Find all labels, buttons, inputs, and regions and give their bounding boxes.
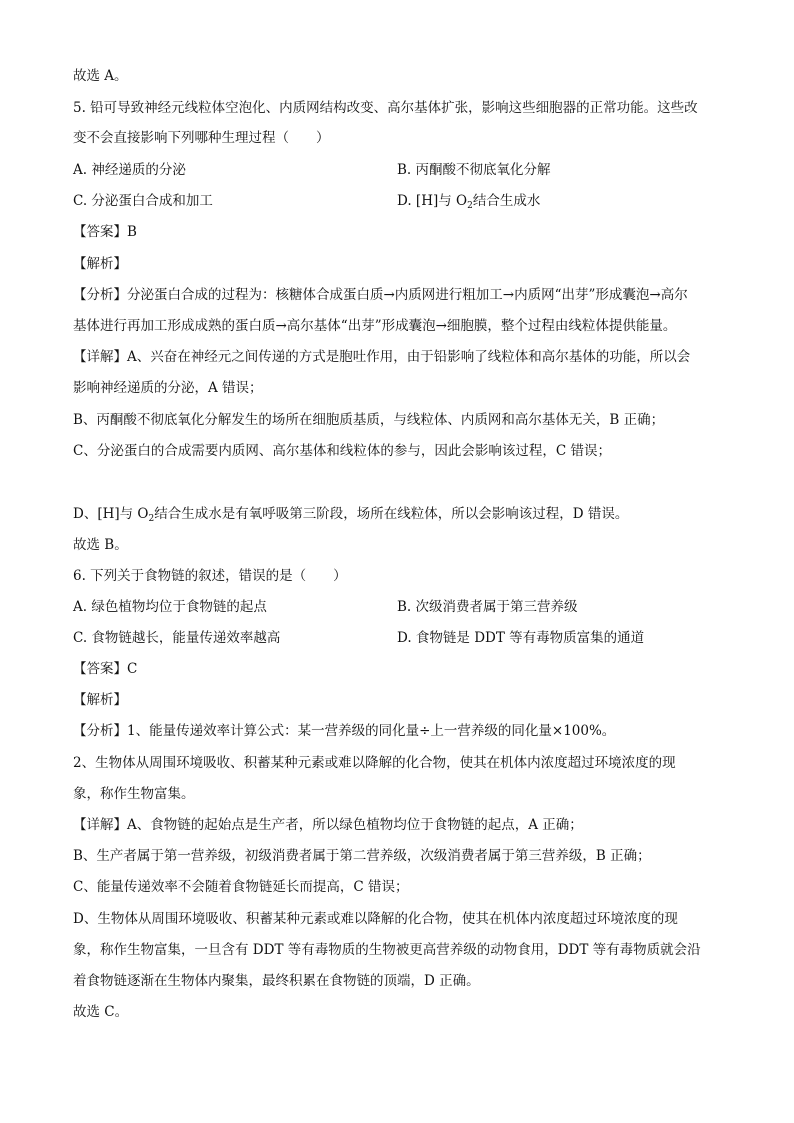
question-6-detail-d-line-1: D、生物体从周围环境吸收、积蓄某种元素或难以降解的化合物，使其在机体内浓度超过环境浓度的现 <box>73 911 678 927</box>
question-5-detail-d-text-end: 结合生成水是有氧呼吸第三阶段，场所在线粒体，所以会影响该过程，D 错误。 <box>154 506 629 522</box>
question-6-detail-d-line-3: 着食物链逐渐在生物体内聚集，最终积累在食物链的顶端，D 正确。 <box>73 973 480 989</box>
question-5-analysis-line-1: 【分析】分泌蛋白合成的过程为：核糖体合成蛋白质→内质网进行粗加工→内质网“出芽”形成囊泡→高尔 <box>73 287 688 303</box>
question-5-option-d-text: D. [H]与 O <box>397 193 468 209</box>
question-5-answer: 【答案】B <box>73 224 137 240</box>
question-5-conclusion: 故选 B。 <box>73 537 128 553</box>
question-5-option-a: A. 神经递质的分泌 <box>73 162 186 178</box>
question-5-analysis-heading: 【解析】 <box>73 256 127 272</box>
question-5-option-b: B. 丙酮酸不彻底氧化分解 <box>397 162 551 178</box>
question-5-detail-c: C、分泌蛋白的合成需要内质网、高尔基体和线粒体的参与，因此会影响该过程，C 错误； <box>73 443 611 459</box>
question-5-detail-line-1: 【详解】A、兴奋在神经元之间传递的方式是胞吐作用，由于铅影响了线粒体和高尔基体的功能，所以会 <box>73 349 691 365</box>
question-5-option-c: C. 分泌蛋白合成和加工 <box>73 193 213 209</box>
question-6-answer: 【答案】C <box>73 661 138 677</box>
oxygen-subscript: 2 <box>148 514 155 524</box>
question-6-analysis-line-2: 2、生物体从周围环境吸收、积蓄某种元素或难以降解的化合物，使其在机体内浓度超过环境浓度的现 <box>73 755 676 771</box>
question-5-option-d <box>397 191 540 211</box>
question-5-detail-d <box>73 504 733 524</box>
question-5-detail-d-text: D、[H]与 O <box>73 506 149 522</box>
question-6-detail-b: B、生产者属于第一营养级，初级消费者属于第二营养级，次级消费者属于第三营养级，B 正确； <box>73 848 651 864</box>
question-6-analysis-heading: 【解析】 <box>73 692 127 708</box>
question-6-conclusion: 故选 C。 <box>73 1004 129 1020</box>
oxygen-subscript: 2 <box>467 201 473 211</box>
question-6-stem: 6. 下列关于食物链的叙述，错误的是（ ） <box>73 568 347 584</box>
question-5-detail-b: B、丙酮酸不彻底氧化分解发生的场所在细胞质基质，与线粒体、内质网和高尔基体无关，B 正确； <box>73 412 665 428</box>
conclusion-previous: 故选 A。 <box>73 68 128 84</box>
question-5-option-d-text-end: 结合生成水 <box>472 193 541 209</box>
question-6-detail-a: 【详解】A、食物链的起始点是生产者，所以绿色植物均位于食物链的起点，A 正确； <box>73 817 583 833</box>
question-6-option-c: C. 食物链越长，能量传递效率越高 <box>73 630 281 646</box>
question-6-analysis-line-3: 象，称作生物富集。 <box>73 786 195 802</box>
question-6-detail-d-line-2: 象，称作生物富集，一旦含有 DDT 等有毒物质的生物被更高营养级的动物食用，DDT 等有毒物质就会沿 <box>73 942 701 958</box>
question-6-option-b: B. 次级消费者属于第三营养级 <box>397 599 578 615</box>
question-6-option-d: D. 食物链是 DDT 等有毒物质富集的通道 <box>397 630 645 646</box>
question-6-analysis-line-1: 【分析】1、能量传递效率计算公式：某一营养级的同化量÷上一营养级的同化量×100%。 <box>73 723 616 739</box>
question-5-detail-line-2: 影响神经递质的分泌，A 错误； <box>73 380 263 396</box>
question-5-analysis-line-2: 基体进行再加工形成成熟的蛋白质→高尔基体“出芽”形成囊泡→细胞膜，整个过程由线粒体提供能量。 <box>73 318 677 334</box>
question-6-detail-c: C、能量传递效率不会随着食物链延长而提高，C 错误； <box>73 879 409 895</box>
question-5-stem-line-2: 变不会直接影响下列哪种生理过程（ ） <box>73 130 330 146</box>
question-6-option-a: A. 绿色植物均位于食物链的起点 <box>73 599 267 615</box>
question-5-stem-line-1: 5. 铅可导致神经元线粒体空泡化、内质网结构改变、高尔基体扩张，影响这些细胞器的正常功能。这些改 <box>73 100 698 116</box>
